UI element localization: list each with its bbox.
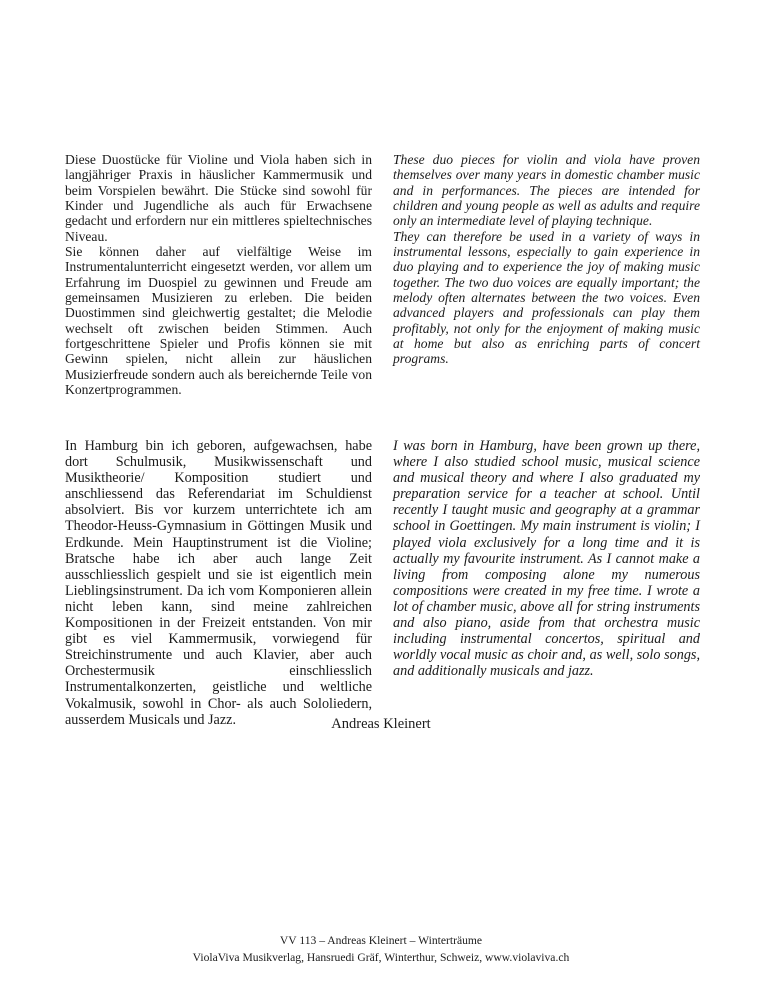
intro-english-column: [393, 152, 700, 398]
biography-english-paragraph: I was born in Hamburg, have been grown up there, where I also studied school music, musical science and musical theory and where I also graduated my preparation service for a teacher at school. Until recently I taught music and geography at a grammar school in Goettingen. My main instrument is violin; I played viola exclusively for a long time and it is actually my favourite instrument. As I cannot make a living from composing alone my numerous compositions were created in my free time. I wrote a lot of chamber music, above all for string instruments and also piano, aside from that orchestra music including instrumental concertos, spiritual and worldly vocal music as choir and, as well, solo songs, and additionally musicals and jazz.: [393, 438, 700, 680]
intro-english-paragraph-2: They can therefore be used in a variety of ways in instrumental lessons, especially to gain experience in duo playing and to experience the joy of making music together. The two duo voices are equally important; the melody often alternates between the two voices. Even advanced players and professionals can play them profitably, not only for the enjoyment of making music at home but also as enriching parts of concert programs.: [393, 228, 700, 367]
biography-german-paragraph: In Hamburg bin ich geboren, aufgewachsen, habe dort Schulmusik, Musikwissenschaft und Musiktheorie/ Komposition studiert und anschliessend das Referendariat im Schuldienst absolviert. Bis vor kurzem unterrichtete ich am Theodor-Heuss-Gymnasium in Göttingen Musik und Erdkunde. Mein Hauptinstrument ist die Violine; Bratsche habe ich aber auch lange Zeit ausschliesslich gespielt und sie ist eigentlich mein Lieblingsinstrument. Da ich vom Komponieren allein nicht leben kann, sind meine zahlreichen Kompositionen in der Freizeit entstanden. Von mir gibt es viel Kammermusik, vorwiegend für Streichinstrumente und auch Klavier, aber auch Orchestermusik einschliesslich Instrumentalkonzerten, geistliche und weltliche Vokalmusik, sowohl in Chor- als auch Sololiedern, ausserdem Musicals und Jazz.: [65, 438, 372, 728]
page-footer: [0, 933, 762, 966]
intro-german-column: [65, 152, 372, 398]
intro-section: [65, 152, 700, 398]
footer-publisher-line: ViolaViva Musikverlag, Hansruedi Gräf, Winterthur, Schweiz, www.violaviva.ch: [192, 950, 570, 964]
intro-german-paragraph-1: Diese Duostücke für Violine und Viola haben sich in langjähriger Praxis in häuslicher Kammermusik und beim Vorspielen bewährt. Die Stücke sind sowohl für Kinder und Jugendliche als auch für Erwachsene gedacht und erfordern nur ein mittleres spieltechnisches Niveau.: [65, 152, 372, 244]
biography-german-column: [65, 438, 372, 728]
intro-english-paragraph-1: These duo pieces for violin and viola have proven themselves over many years in domestic chamber music and in performances. The pieces are intended for children and young people as well as adults and require only an intermediate level of playing technique.: [393, 152, 700, 229]
author-signature: Andreas Kleinert: [331, 716, 431, 732]
intro-german-paragraph-2: Sie können daher auf vielfältige Weise im Instrumentalunterricht eingesetzt werden, vor allem um Erfahrung im Duospiel zu gewinnen und Freude am gemeinsamen Musizieren zu erleben. Die beiden Duostimmen sind gleichwertig gestaltet; die Melodie wechselt oft zwischen beiden Stimmen. Auch fortgeschrittene Spieler und Profis können sie mit Gewinn spielen, nicht allein zur häuslichen Musizierfreude sondern auch als bereichernde Teile von Konzertprogrammen.: [65, 244, 372, 398]
footer-edition-line: VV 113 – Andreas Kleinert – Winterträume: [279, 934, 483, 947]
biography-section: [65, 438, 700, 728]
biography-english-column: [393, 438, 700, 728]
